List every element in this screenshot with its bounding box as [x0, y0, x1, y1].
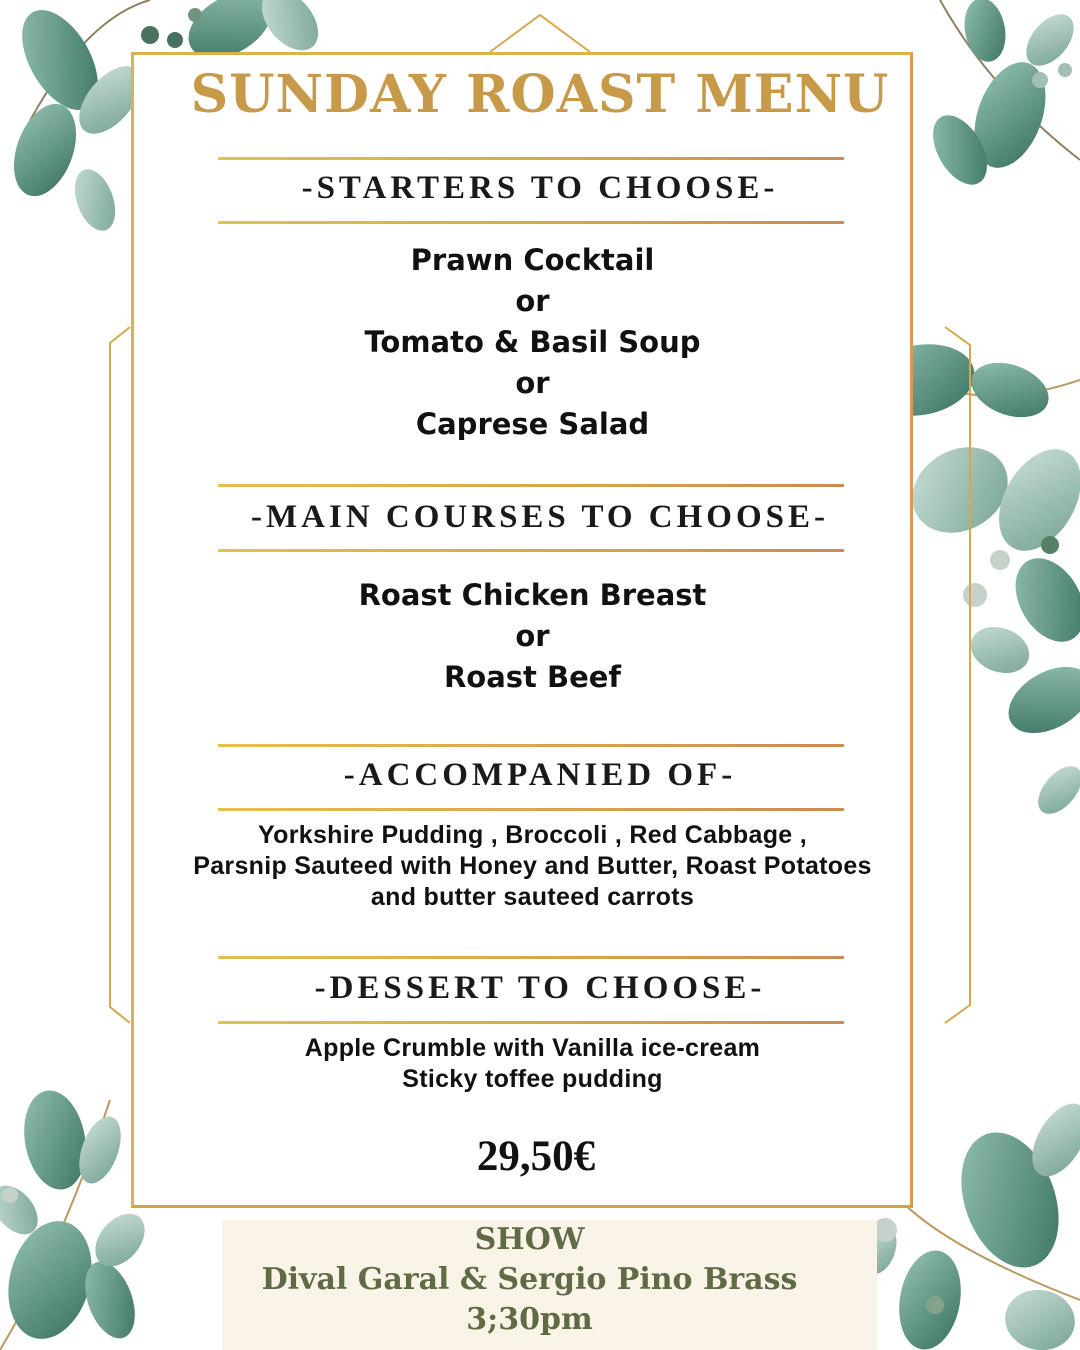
- divider-rule: [218, 744, 844, 747]
- list-item: Yorkshire Pudding , Broccoli , Red Cabbage ,: [258, 821, 807, 849]
- list-item: Tomato & Basil Soup: [364, 325, 701, 359]
- list-item: or: [515, 619, 550, 653]
- list-item: Prawn Cocktail: [410, 243, 655, 277]
- list-item: Roast Chicken Breast: [358, 578, 707, 612]
- divider-rule: [218, 484, 844, 487]
- menu-price: 29,50€: [476, 1133, 596, 1180]
- divider-rule: [218, 808, 844, 811]
- divider-rule: [218, 549, 844, 552]
- divider-rule: [218, 1021, 844, 1024]
- list-item: and butter sauteed carrots: [370, 883, 695, 911]
- top-peak-decoration: [485, 10, 595, 55]
- dessert-list: [0, 1033, 1065, 1095]
- section-heading-dessert: -DESSERT TO CHOOSE-: [314, 970, 766, 1006]
- show-info: [222, 1220, 837, 1340]
- mains-list: [0, 575, 1065, 698]
- section-heading-starters: -STARTERS TO CHOOSE-: [301, 170, 779, 206]
- list-item: Apple Crumble with Vanilla ice-cream: [304, 1034, 761, 1062]
- section-heading-mains: -MAIN COURSES TO CHOOSE-: [251, 499, 829, 535]
- list-item: or: [515, 284, 550, 318]
- show-label: SHOW: [474, 1222, 585, 1257]
- divider-rule: [218, 157, 844, 160]
- list-item: Roast Beef: [443, 660, 622, 694]
- show-performers: Dival Garal & Sergio Pino Brass: [261, 1262, 798, 1297]
- list-item: Caprese Salad: [415, 407, 650, 441]
- show-time: 3;30pm: [466, 1302, 593, 1337]
- list-item: or: [515, 366, 550, 400]
- divider-rule: [218, 221, 844, 224]
- section-heading-accompanied: -ACCOMPANIED OF-: [343, 757, 737, 793]
- list-item: Sticky toffee pudding: [402, 1065, 663, 1093]
- menu-title: SUNDAY ROAST MENU: [190, 64, 890, 125]
- accompaniments-list: [0, 820, 1065, 913]
- starters-list: [0, 240, 1065, 445]
- list-item: Parsnip Sauteed with Honey and Butter, Roast Potatoes: [193, 852, 872, 880]
- divider-rule: [218, 956, 844, 959]
